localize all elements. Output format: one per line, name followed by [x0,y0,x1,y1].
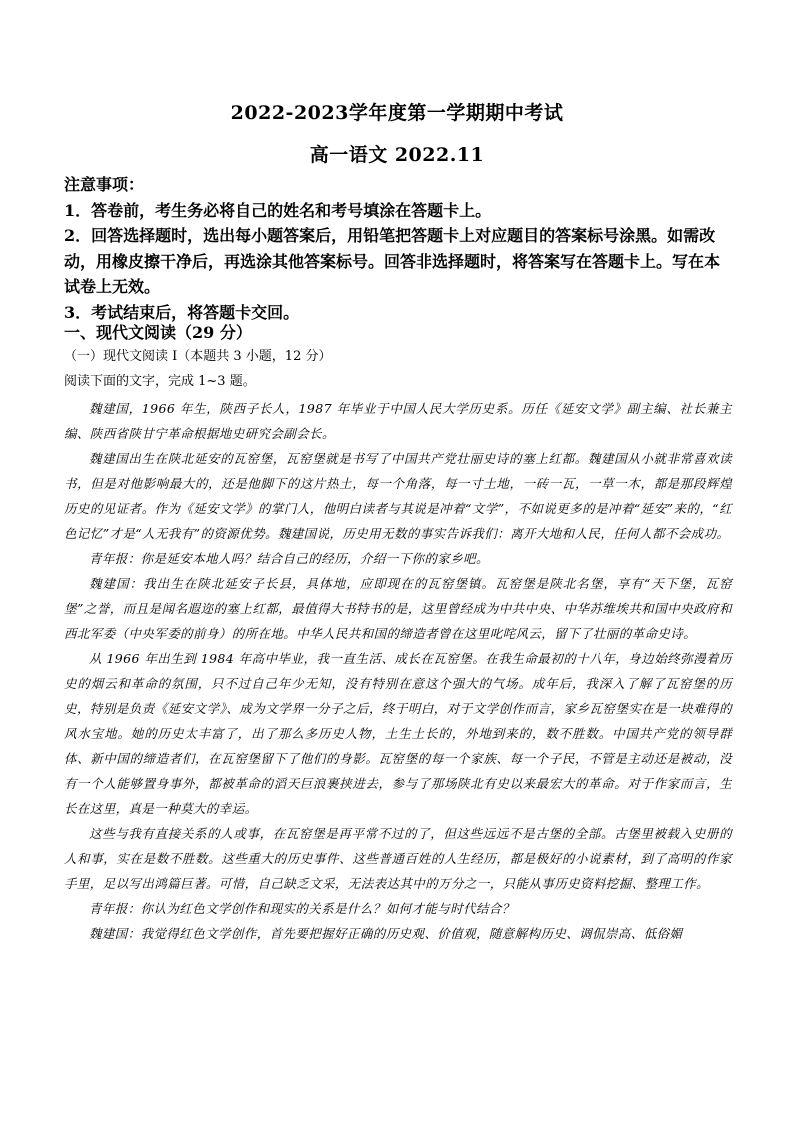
notes-heading: 注意事项： [64,175,145,194]
passage-paragraph: 魏建国：我出生在陕北延安子长县，具体地，应即现在的瓦窑堡镇。瓦窑堡是陕北名堡，享有“天下堡，瓦窑堡”之誉，而且是闻名遐迩的塞上红都，最值得大书特书的是，这里曾经成为中共中央、中华苏维埃共和国中央政府和西北军委（中央军委的前身）的所在地。中华人民共和国的缔造者曾在这里叱咤风云，留下了壮丽的革命史诗。 [64,576,732,641]
notes-item: 3．考试结束后，将答题卡交回。 [64,302,300,322]
passage-paragraph: 青年报：你是延安本地人吗？结合自己的经历，介绍一下你的家乡吧。 [89,551,489,566]
reading-passage [64,396,732,946]
passage-paragraph: 青年报：你认为红色文学创作和现实的关系是什么？如何才能与时代结合？ [89,901,515,916]
passage-paragraph: 魏建国，1966 年生，陕西子长人，1987 年毕业于中国人民大学历史系。历任《延安文学》副主编、社长兼主编、陕西省陕甘宁革命根据地史研究会副会长。 [64,401,732,441]
notes-block [64,172,734,325]
notes-item: 1．答卷前，考生务必将自己的姓名和考号填涂在答题卡上。 [64,200,492,220]
subject-line: 高一语文 2022.11 [309,144,485,166]
section-heading: 一、现代文阅读（29 分） [64,323,252,342]
reading-instruction: 阅读下面的文字，完成 1~3 题。 [64,374,256,389]
passage-paragraph: 从 1966 年出生到 1984 年高中毕业，我一直生活、成长在瓦窑堡。在我生命最初的十八年，身边始终弥漫着历史的烟云和革命的氛围，只不过自己年少无知，没有特别在意这个强大的气场。成年后，我深入了解了瓦窑堡的历史，特别是负责《延安文学》、成为文学界一分子之后，终于明白，对于文学创作而言，家乡瓦窑堡实在是一块难得的风水宝地。她的历史太丰富了，出了那么多历史人物，土生土长的，外地到来的，数不胜数。中国共产党的领导群体、新中国的缔造者们，在瓦窑堡留下了他们的身影。瓦窑堡的每一个家族、每一个子民，不管是主动还是被动，没有一个人能够置身事外，都被革命的滔天巨浪裹挟进去，参与了那场陕北有史以来最宏大的革命。对于作家而言，生长在这里，真是一种莫大的幸运。 [64,651,732,816]
passage-paragraph: 魏建国出生在陕北延安的瓦窑堡，瓦窑堡就是书写了中国共产党壮丽史诗的塞上红都。魏建国从小就非常喜欢读书，但是对他影响最大的，还是他脚下的这片热土，每一个角落，每一寸土地，一砖一瓦，一草一木，都是那段辉煌历史的见证者。作为《延安文学》的掌门人，他明白读者与其说是冲着“文学”，不如说更多的是冲着“延安”来的，“红色记忆”才是“人无我有”的资源优势。魏建国说，历史用无数的事实告诉我们：离开大地和人民，任何人都不会成功。 [64,451,732,541]
section-subheading: （一）现代文阅读 I（本题共 3 小题，12 分） [64,349,332,364]
passage-paragraph: 这些与我有直接关系的人或事，在瓦窑堡是再平常不过的了，但这些远远不是古堡的全部。古堡里被载入史册的人和事，实在是数不胜数。这些重大的历史事件、这些普通百姓的人生经历，都是极好的小说素材，到了高明的作家手里，足以写出鸿篇巨著。可惜，自己缺乏文采，无法表达其中的万分之一，只能从事历史资料挖掘、整理工作。 [64,826,732,891]
notes-item: 2．回答选择题时，选出每小题答案后，用铅笔把答题卡上对应题目的答案标号涂黑。如需改动，用橡皮擦干净后，再选涂其他答案标号。回答非选择题时，将答案写在答题卡上。写在本试卷上无效。 [64,226,721,296]
exam-title: 2022-2023学年度第一学期期中考试 [230,102,564,124]
passage-paragraph: 魏建国：我觉得红色文学创作，首先要把握好正确的历史观、价值观，随意解构历史、调侃崇高、低俗媚 [89,926,683,941]
